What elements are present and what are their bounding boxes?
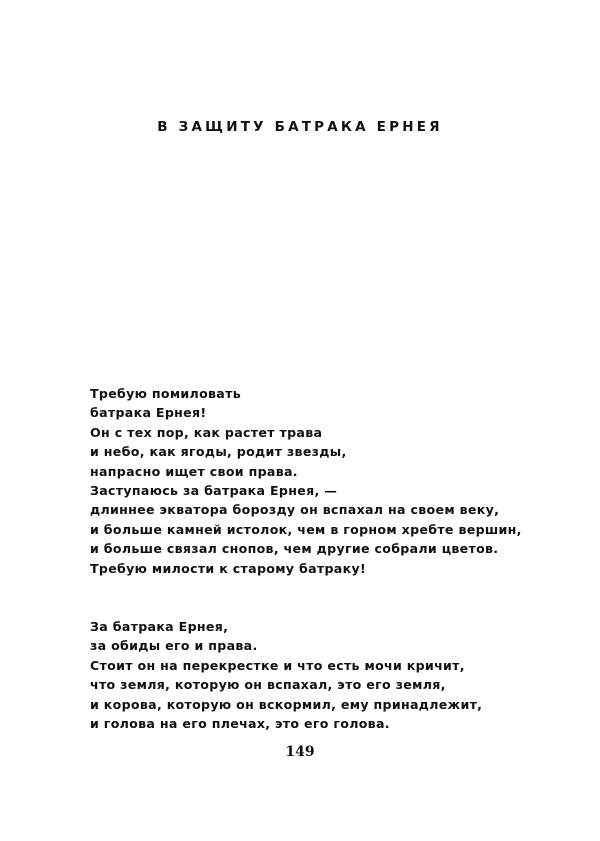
poem-line: длиннее экватора борозду он вспахал на своем веку, (90, 502, 500, 518)
poem-line: Стоит он на перекрестке и что есть мочи кричит, (90, 657, 465, 673)
poem-line: что земля, которую он вспахал, это его земля, (90, 677, 446, 693)
page-number: 149 (285, 744, 315, 760)
poem-line: за обиды его и права. (90, 638, 258, 654)
stanza-2 (90, 617, 482, 733)
poem-line: напрасно ищет свои права. (90, 463, 298, 479)
poem-line: Он с тех пор, как растет трава (90, 424, 323, 440)
poem-line: Требую помиловать (90, 386, 241, 401)
poem-line: и больше связал снопов, чем другие собрали цветов. (90, 541, 499, 557)
poem-line: и небо, как ягоды, родит звезды, (90, 444, 347, 460)
poem-line: Требую милости к старому батраку! (90, 560, 366, 576)
poem-line: За батрака Ернея, (90, 619, 229, 634)
stanza-1 (90, 384, 522, 578)
poem-line: батрака Ернея! (90, 405, 207, 421)
poem-line: и корова, которую он вскормил, ему принадлежит, (90, 696, 483, 712)
poem-line: и больше камней истолок, чем в горном хребте вершин, (90, 521, 522, 537)
poem-line: и голова на его плечах, это его голова. (90, 716, 390, 732)
poem-title: В ЗАЩИТУ БАТРАКА ЕРНЕЯ (157, 119, 443, 135)
poem-line: Заступаюсь за батрака Ернея, — (90, 483, 338, 499)
